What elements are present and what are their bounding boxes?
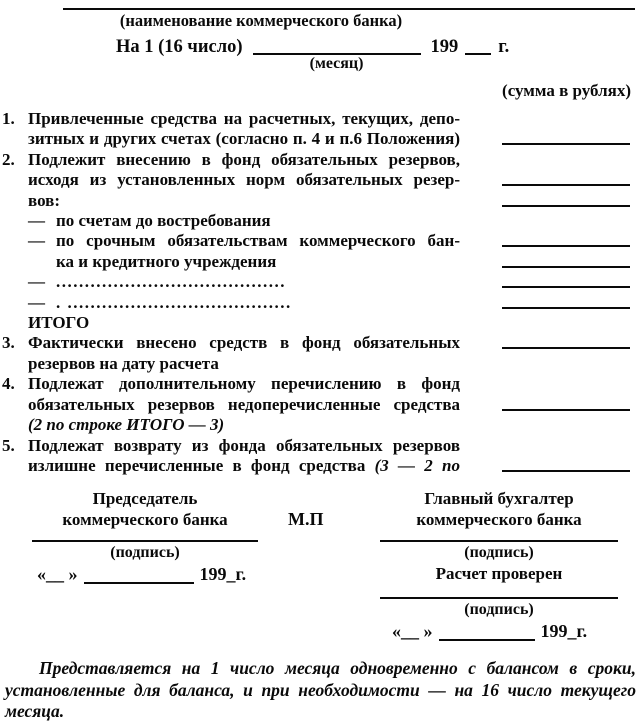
date-open-quotes: «__ » (37, 564, 78, 585)
sum-in-rubles-caption: (сумма в рублях) (502, 81, 631, 100)
fill-in-blank (502, 191, 630, 207)
amount-column (460, 129, 641, 149)
item-text: Фактически внесено средств в фонд обязательных (28, 333, 460, 353)
amount-column (460, 333, 641, 353)
form-line (0, 129, 641, 149)
chairman-title-line2: коммерческого банка (62, 510, 228, 530)
chairman-title-line1: Председатель (92, 489, 198, 509)
chairman-signature-blank (32, 530, 258, 542)
item-text: Подлежат возврату из фонда обязательных резервов (28, 435, 460, 455)
item-number (0, 170, 28, 190)
item-number (0, 211, 28, 231)
amount-column (460, 374, 641, 394)
form-line (0, 150, 641, 170)
item-text: резервов на дату расчета (28, 353, 219, 373)
amount-column (460, 415, 641, 435)
seal-placeholder: М.П (288, 509, 324, 530)
accountant-title-line2: коммерческого банка (416, 510, 582, 530)
item-number (0, 231, 28, 251)
dash-marker: — (28, 272, 45, 292)
amount-column (460, 109, 641, 129)
fill-in-blank (502, 272, 630, 288)
form-line (0, 313, 641, 333)
amount-column (460, 231, 641, 251)
form-line (0, 231, 641, 251)
signature-caption: (подпись) (464, 544, 534, 562)
item-text: — по срочным обязательствам коммерческого бан- (28, 231, 460, 251)
item-text: (2 по строке ИТОГО — 3) (28, 415, 225, 435)
checker-signature-blank (380, 584, 618, 599)
dash-marker: — (28, 231, 45, 251)
form-line (0, 333, 641, 353)
item-number (0, 272, 28, 292)
form-line (0, 252, 641, 272)
signature-caption: (подпись) (464, 601, 534, 619)
item-number (0, 252, 28, 272)
item-text: — ........................................ (28, 272, 286, 292)
month-caption: (месяц) (309, 55, 364, 72)
chairman-date-line (32, 565, 258, 584)
item-number: 5. (2, 435, 15, 455)
form-line (0, 374, 641, 394)
form-line (0, 415, 641, 435)
item-number (0, 191, 28, 211)
form-items (0, 109, 641, 476)
item-text: Подлежат дополнительному перечислению в фонд (28, 374, 460, 394)
bank-name-caption: (наименование коммерческого банка) (119, 11, 403, 30)
item-number: 3. (2, 333, 15, 353)
form-line (0, 211, 641, 231)
item-number (0, 313, 28, 333)
fill-in-blank (502, 252, 630, 268)
amount-column (460, 436, 641, 456)
date-prefix: На 1 (16 число) (116, 37, 243, 57)
fill-in-blank (502, 293, 630, 309)
signature-caption: (подпись) (110, 544, 180, 562)
amount-column (460, 456, 641, 476)
accountant-signature-blank (380, 530, 618, 542)
item-number: 2. (2, 149, 15, 169)
date-year: 199_г. (540, 621, 588, 642)
item-number (0, 456, 28, 476)
item-text: Привлеченные средства на расчетных, текущих, депо- (28, 109, 460, 128)
amount-column (460, 313, 641, 333)
date-open-quotes: «__ » (392, 621, 433, 642)
form-line (0, 436, 641, 456)
form-line (0, 293, 641, 313)
item-text: ка и кредитного учреждения (56, 251, 277, 271)
amount-column (460, 293, 641, 313)
item-text: обязательных резервов недоперечисленные средства (28, 394, 460, 414)
dash-marker: — (28, 211, 45, 231)
item-number (0, 354, 28, 374)
item-text: — по счетам до востребования (28, 211, 271, 231)
fill-in-blank (502, 231, 630, 247)
fill-in-blank (502, 333, 630, 349)
month-field (253, 33, 421, 73)
year-suffix: г. (498, 37, 510, 57)
item-text: излишне перечисленные в фонд средства (3 — 2 по (28, 455, 460, 475)
item-text: — . ....................................... (28, 292, 292, 312)
form-line (0, 170, 641, 190)
form-line (0, 191, 641, 211)
chairman-signature-block (32, 488, 258, 584)
report-date-line (116, 33, 641, 77)
amount-column (460, 272, 641, 292)
month-blank (253, 33, 421, 55)
amount-column (460, 150, 641, 170)
item-text: зитных и других счетах (согласно п. 4 и п.6 Положения) (28, 129, 460, 149)
checker-date-line (380, 622, 618, 641)
bank-name-blank (63, 8, 635, 10)
note-line: месяца. (5, 701, 65, 722)
fill-in-blank (502, 456, 630, 472)
dash-marker: — (28, 292, 45, 312)
form-line (0, 456, 641, 476)
fill-in-blank (502, 395, 630, 411)
item-number (0, 395, 28, 415)
item-text: исходя из установленных норм обязательных резер- (28, 170, 460, 190)
item-number: 4. (2, 374, 15, 394)
signature-section (0, 488, 641, 641)
note-line: Представляется на 1 число месяца одновременно с балансом в сроки, (39, 658, 636, 679)
fill-in-blank (502, 170, 630, 186)
year-prefix: 199 (430, 37, 459, 57)
submission-note (0, 658, 641, 723)
item-text: ИТОГО (28, 313, 90, 333)
amount-column (460, 354, 641, 374)
item-number (0, 129, 28, 149)
item-text: Подлежит внесению в фонд обязательных резервов, (28, 149, 460, 169)
date-blank (84, 567, 194, 584)
amount-column (460, 191, 641, 211)
date-year: 199_г. (199, 564, 247, 585)
form-line (0, 272, 641, 292)
note-line: установленные для баланса, и при необходимости — на 16 число текущего (5, 679, 636, 700)
form-line (0, 395, 641, 415)
amount-column (460, 252, 641, 272)
form-line (0, 354, 641, 374)
accountant-title-line1: Главный бухгалтер (424, 489, 574, 509)
year-blank (465, 33, 491, 55)
item-number (0, 293, 28, 313)
item-number (0, 415, 28, 435)
accountant-signature-block (380, 488, 618, 641)
date-blank (439, 624, 535, 641)
calculation-checked-label: Расчет проверен (435, 564, 563, 584)
item-number: 1. (2, 109, 15, 128)
amount-column (460, 395, 641, 415)
amount-column (460, 170, 641, 190)
amount-column (460, 211, 641, 231)
item-text: вов: (28, 190, 60, 210)
form-line (0, 109, 641, 129)
fill-in-blank (502, 129, 630, 145)
